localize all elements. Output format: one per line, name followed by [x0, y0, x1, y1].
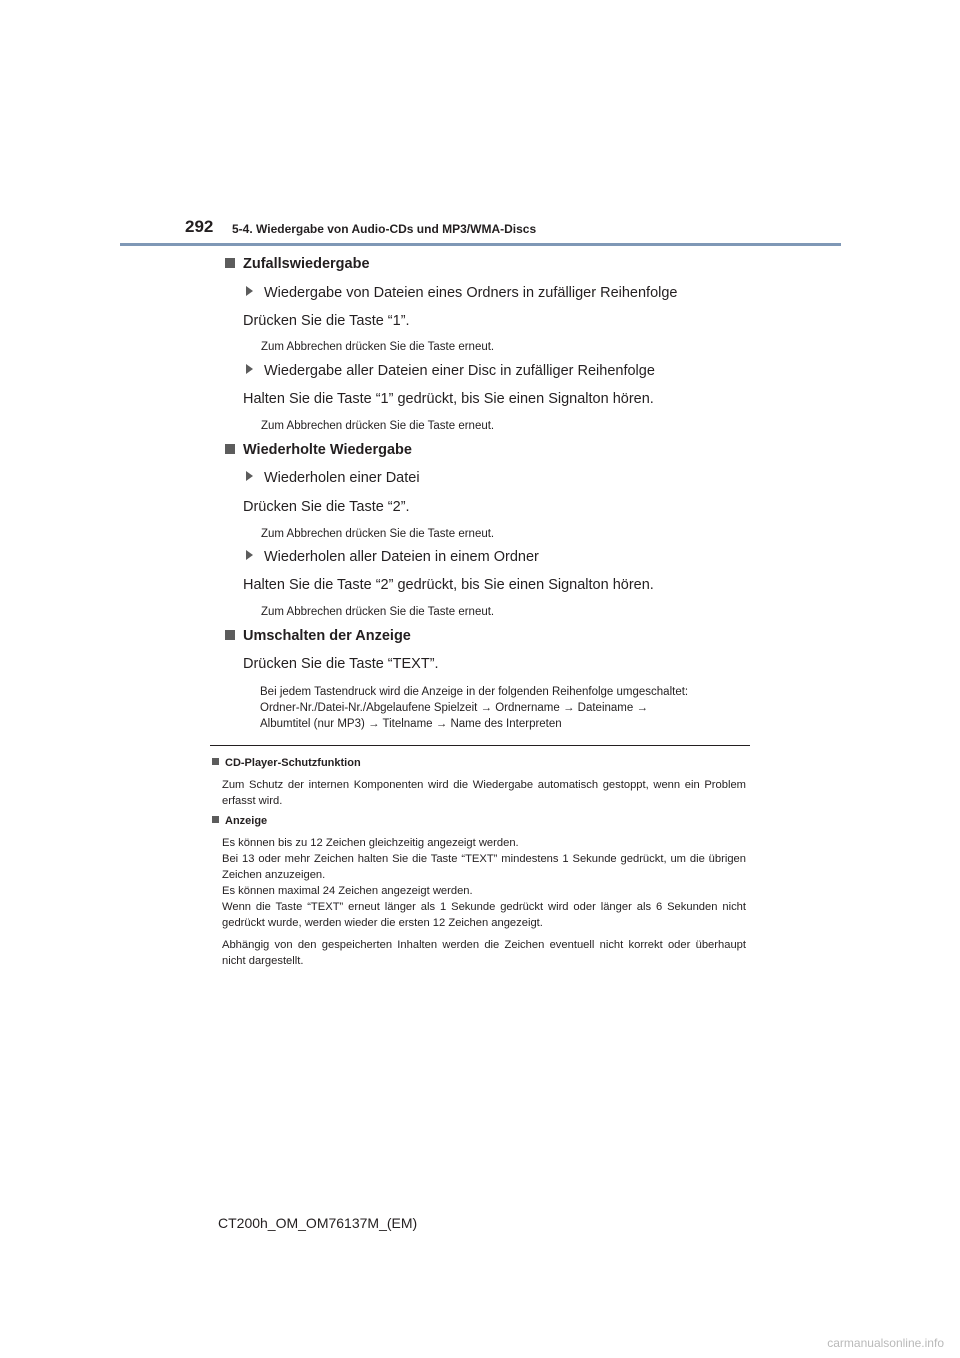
info-display-line1: Es können bis zu 12 Zeichen gleichzeitig angezeigt werden. [222, 837, 519, 849]
subitem-random-folder: Wiedergabe von Dateien eines Ordners in zufälliger Reihenfolge [246, 285, 678, 301]
triangle-bullet-icon [246, 286, 253, 296]
info-heading-display: Anzeige [212, 815, 267, 827]
note-random-folder: Zum Abbrechen drücken Sie die Taste erneut. [261, 341, 495, 353]
note-display-sequence-line2: Ordner-Nr./Datei-Nr./Abgelaufene Spielzeit → Ordnername → Dateiname → [260, 702, 648, 714]
square-bullet-icon [212, 758, 219, 765]
subitem-random-disc: Wiedergabe aller Dateien einer Disc in zufälliger Reihenfolge [246, 363, 655, 379]
triangle-bullet-icon [246, 364, 253, 374]
instruction-switch-display: Drücken Sie die Taste “TEXT”. [243, 656, 439, 672]
info-display-para2: Abhängig von den gespeicherten Inhalten werden die Zeichen eventuell nicht korrekt oder überhaupt nicht dargestellt. [222, 939, 746, 967]
info-display-line2: Bei 13 oder mehr Zeichen halten Sie die Taste “TEXT” mindestens 1 Sekunde gedrückt, um die übrigen Zeichen anzuzeigen. [222, 853, 746, 881]
note-display-sequence-line1: Bei jedem Tastendruck wird die Anzeige in der folgenden Reihenfolge umgeschaltet: [260, 686, 689, 698]
triangle-bullet-icon [246, 471, 253, 481]
instruction-repeat-folder: Halten Sie die Taste “2” gedrückt, bis Sie einen Signalton hören. [243, 577, 654, 593]
info-text-cd-protection: Zum Schutz der internen Komponenten wird die Wiedergabe automatisch gestoppt, wenn ein Problem erfasst wird. [222, 779, 746, 807]
page-number: 292 [185, 217, 214, 236]
instruction-random-disc: Halten Sie die Taste “1” gedrückt, bis Sie einen Signalton hören. [243, 391, 654, 407]
info-heading-cd-protection: CD-Player-Schutzfunktion [212, 757, 361, 769]
subitem-repeat-file: Wiederholen einer Datei [246, 470, 420, 486]
watermark: carmanualsonline.info [827, 1336, 944, 1350]
instruction-random-folder: Drücken Sie die Taste “1”. [243, 313, 410, 329]
header-rule [120, 243, 841, 246]
heading-random-playback: Zufallswiedergabe [225, 256, 370, 272]
square-bullet-icon [225, 630, 235, 640]
triangle-bullet-icon [246, 550, 253, 560]
note-display-sequence-line3: Albumtitel (nur MP3) → Titelname → Name des Interpreten [260, 718, 562, 730]
info-display-line4: Wenn die Taste “TEXT” erneut länger als 1 Sekunde gedrückt wird oder länger als 6 Sekunden nicht gedrückt wurde, werden wieder die ersten 12 Zeichen angezeigt. [222, 901, 746, 929]
info-display-line3: Es können maximal 24 Zeichen angezeigt werden. [222, 885, 473, 897]
square-bullet-icon [212, 816, 219, 823]
heading-switch-display: Umschalten der Anzeige [225, 628, 411, 644]
instruction-repeat-file: Drücken Sie die Taste “2”. [243, 499, 410, 515]
square-bullet-icon [225, 444, 235, 454]
section-title: 5-4. Wiedergabe von Audio-CDs und MP3/WMA-Discs [232, 222, 537, 236]
section-divider [210, 745, 750, 746]
note-repeat-folder: Zum Abbrechen drücken Sie die Taste erneut. [261, 606, 495, 618]
note-repeat-file: Zum Abbrechen drücken Sie die Taste erneut. [261, 528, 495, 540]
note-random-disc: Zum Abbrechen drücken Sie die Taste erneut. [261, 420, 495, 432]
square-bullet-icon [225, 258, 235, 268]
heading-repeat-playback: Wiederholte Wiedergabe [225, 442, 412, 458]
subitem-repeat-folder: Wiederholen aller Dateien in einem Ordner [246, 549, 539, 565]
document-code: CT200h_OM_OM76137M_(EM) [218, 1215, 418, 1231]
